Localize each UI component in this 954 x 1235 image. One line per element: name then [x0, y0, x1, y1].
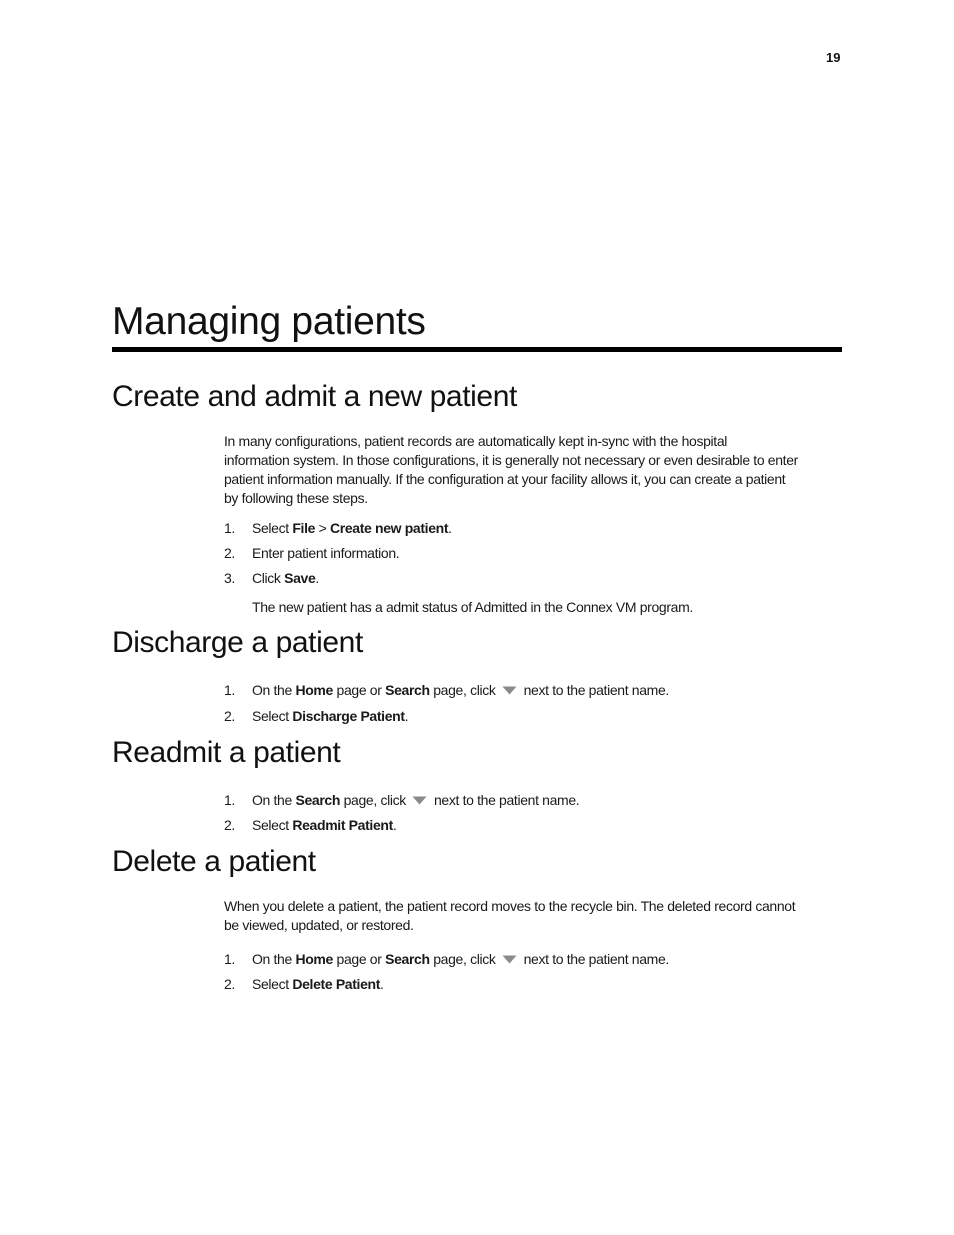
page-ref-home: Home	[295, 951, 333, 968]
step-text: Select	[252, 708, 293, 724]
section-heading-create: Create and admit a new patient	[112, 380, 517, 413]
step-text: .	[448, 520, 452, 536]
step-number: 1.	[224, 520, 235, 536]
step-text: .	[380, 976, 384, 992]
step-number: 3.	[224, 570, 235, 586]
step-number: 1.	[224, 682, 235, 699]
step-text: Select	[252, 817, 293, 833]
create-step-1	[224, 519, 452, 538]
chapter-divider	[112, 347, 842, 352]
section-heading-readmit: Readmit a patient	[112, 736, 341, 769]
page-ref-home: Home	[295, 682, 333, 699]
delete-intro-paragraph	[224, 897, 844, 935]
step-text: .	[392, 817, 397, 833]
step-number: 1.	[224, 792, 235, 809]
menu-ref-create-new-patient: Create new patient	[329, 520, 449, 536]
step-text: >	[315, 520, 330, 536]
page-ref-search: Search	[385, 951, 430, 968]
section-heading-discharge: Discharge a patient	[112, 626, 363, 659]
chevron-down-icon	[502, 681, 517, 700]
create-intro-paragraph	[224, 432, 844, 508]
chevron-down-icon	[502, 950, 517, 969]
menu-ref-file: File	[292, 520, 316, 536]
step-text: Enter patient information.	[252, 545, 400, 561]
create-step-3	[224, 569, 319, 588]
step-text: page or	[332, 682, 386, 699]
button-ref-save: Save	[284, 570, 316, 586]
step-number: 2.	[224, 976, 235, 992]
discharge-step-2	[224, 707, 408, 726]
menu-ref-delete-patient: Delete Patient	[292, 976, 381, 992]
page-ref-search: Search	[385, 682, 430, 699]
step-text: Click	[252, 570, 285, 586]
delete-step-2	[224, 975, 384, 994]
menu-ref-readmit-patient: Readmit Patient	[292, 817, 393, 833]
step-text: page, click	[429, 682, 500, 699]
step-number: 2.	[224, 817, 235, 833]
paragraph-line: be viewed, updated, or restored.	[224, 917, 414, 933]
step-text: page, click	[429, 951, 500, 968]
paragraph-line: patient information manually. If the configuration at your facility allows it, you can create a patient	[224, 471, 786, 487]
step-text: On the	[252, 792, 296, 809]
create-result-note: The new patient has a admit status of Admitted in the Connex VM program.	[252, 599, 693, 615]
readmit-step-1	[224, 791, 579, 812]
step-number: 1.	[224, 951, 235, 968]
step-text: On the	[252, 951, 296, 968]
page-number: 19	[826, 50, 841, 65]
step-text: Select	[252, 976, 293, 992]
step-text: .	[404, 708, 409, 724]
chevron-down-icon	[412, 791, 427, 810]
delete-step-1	[224, 950, 669, 971]
section-heading-delete: Delete a patient	[112, 845, 316, 878]
step-text: page or	[332, 951, 386, 968]
paragraph-line: information system. In those configurations, it is generally not necessary or even desirable to enter	[224, 452, 798, 468]
paragraph-line: by following these steps.	[224, 490, 368, 506]
step-text: next to the patient name.	[430, 792, 580, 809]
paragraph-line: When you delete a patient, the patient record moves to the recycle bin. The deleted record cannot	[224, 898, 796, 914]
step-number: 2.	[224, 545, 235, 561]
step-text: next to the patient name.	[520, 951, 669, 968]
step-text: page, click	[340, 792, 410, 809]
menu-ref-discharge-patient: Discharge Patient	[292, 708, 405, 724]
step-text: On the	[252, 682, 296, 699]
step-text: next to the patient name.	[520, 682, 669, 699]
step-text: .	[315, 570, 319, 586]
readmit-step-2	[224, 816, 396, 835]
step-text: Select	[252, 520, 293, 536]
create-step-2	[224, 544, 399, 563]
discharge-step-1	[224, 681, 669, 702]
paragraph-line: In many configurations, patient records are automatically kept in-sync with the hospital	[224, 433, 728, 449]
chapter-title: Managing patients	[112, 300, 426, 343]
step-number: 2.	[224, 708, 235, 724]
page-ref-search: Search	[295, 792, 341, 809]
